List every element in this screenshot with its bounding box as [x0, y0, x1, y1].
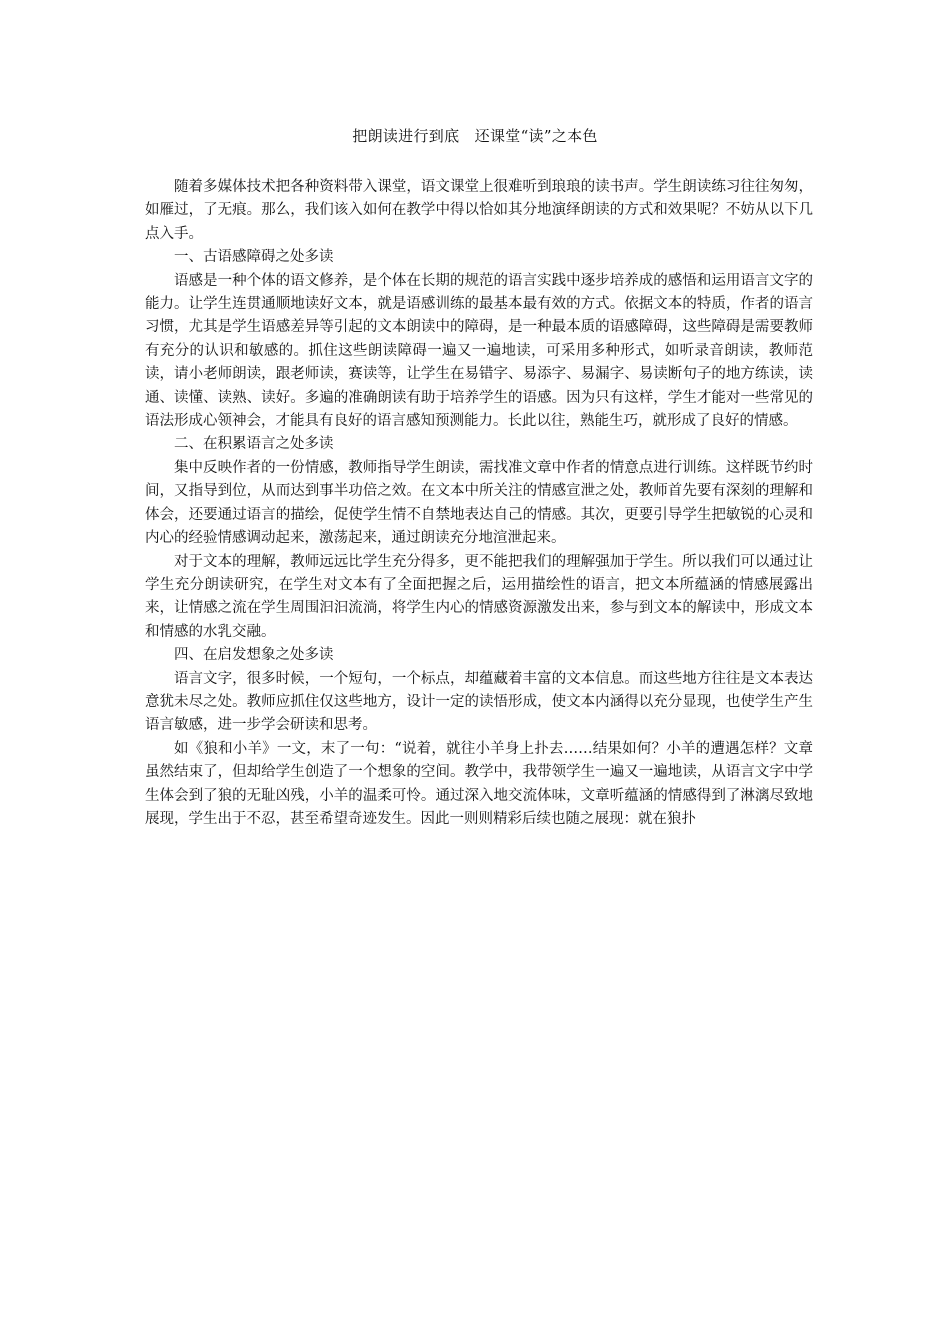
body-paragraph: 语言文字，很多时候，一个短句，一个标点，却蕴藏着丰富的文本信息。而这些地方往往是文本表达意犹未尽之处。教师应抓住仅这些地方，设计一定的读悟形成，使文本内涵得以充分显现，也使学生产生语言敏感，进一步学会研读和思考。	[145, 670, 813, 734]
body-paragraph: 对于文本的理解，教师远远比学生充分得多，更不能把我们的理解强加于学生。所以我们可以通过让学生充分朗读研究，在学生对文本有了全面把握之后，运用描绘性的语言，把文本所蕴涵的情感展露出来，让情感之流在学生周围汩汩流淌，将学生内心的情感资源激发出来，参与到文本的解读中，形成文本和情感的水乳交融。	[145, 553, 813, 640]
document-title: 把朗读进行到底 还课堂“读”之本色	[352, 127, 598, 145]
intro-paragraph: 随着多媒体技术把各种资料带入课堂，语文课堂上很难听到琅琅的读书声。学生朗读练习往往匆匆，如雁过，了无痕。那么，我们该入如何在教学中得以恰如其分地演绎朗读的方式和效果呢？不妨从以下几点入手。	[145, 179, 813, 242]
section-heading: 一、古语感障碍之处多读	[174, 249, 334, 266]
document-body	[145, 176, 813, 831]
body-paragraph: 如《狼和小羊》一文，末了一句：“说着，就往小羊身上扑去……结果如何？小羊的遭遇怎样？文章虽然结束了，但却给学生创造了一个想象的空间。教学中，我带领学生一遍又一遍地读，从语言文字中学生体会到了狼的无耻凶残，小羊的温柔可怜。通过深入地交流体味，文章听蕴涵的情感得到了淋漓尽致地展现，学生出于不忍，甚至希望奇迹发生。因此一则则精彩后续也随之展现：就在狼扑	[145, 740, 813, 827]
section-heading: 二、在积累语言之处多读	[174, 436, 334, 453]
body-paragraph: 集中反映作者的一份情感，教师指导学生朗读，需找准文章中作者的情意点进行训练。这样既节约时间，又指导到位，从而达到事半功倍之效。在文本中所关注的情感宣泄之处，教师首先要有深刻的理解和体会，还要通过语言的描绘，促使学生情不自禁地表达自己的情感。其次，更要引导学生把敏锐的心灵和内心的经验情感调动起来，激荡起来，通过朗读充分地渲泄起来。	[145, 459, 813, 547]
body-paragraph: 语感是一种个体的语文修养，是个体在长期的规范的语言实践中逐步培养成的感悟和运用语言文字的能力。让学生连贯通顺地读好文本，就是语感训练的最基本最有效的方式。依据文本的特质，作者的语言习惯，尤其是学生语感差异等引起的文本朗读中的障碍，是一种最本质的语感障碍，这些障碍是需要教师有充分的认识和敏感的。抓住这些朗读障碍一遍又一遍地读，可采用多种形式，如听录音朗读，教师范读，请小老师朗读，跟老师读，赛读等，让学生在易错字、易添字、易漏字、易读断句子的地方练读，读通、读懂、读熟、读好。多遍的准确朗读有助于培养学生的语感。因为只有这样，学生才能对一些常见的语法形成心领神会，才能具有良好的语言感知预测能力。长此以往，熟能生巧，就形成了良好的情感。	[145, 272, 813, 430]
section-heading: 四、在启发想象之处多读	[174, 647, 334, 664]
